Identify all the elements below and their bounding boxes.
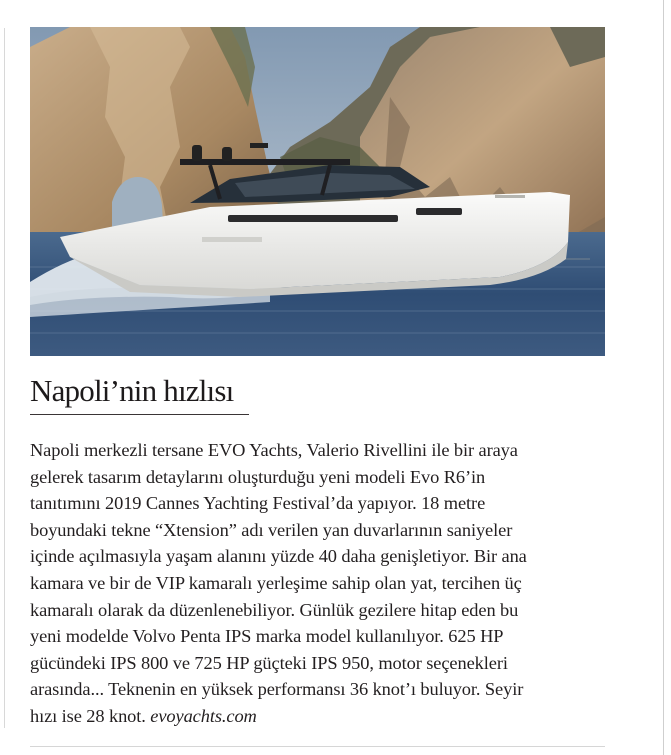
article-headline: Napoli’nin hızlısı: [30, 373, 234, 408]
body-line: arasında... Teknenin en yüksek performansı 36 knot’ı buluyor. Seyir: [30, 679, 524, 700]
source-link[interactable]: evoyachts.com: [150, 705, 257, 726]
body-line: kamaralı olarak da düzenlenebiliyor. Günlük gezilere hitap eden bu: [30, 599, 519, 620]
body-line: boyundaki tekne “Xtension” adı verilen yan duvarlarının saniyeler: [30, 519, 513, 540]
body-last-line: [30, 703, 605, 730]
body-last-text: hızı ise 28 knot.: [30, 705, 151, 726]
body-line: tanıtımını 2019 Cannes Yachting Festival’da yapıyor. 18 metre: [30, 493, 486, 514]
headline-underline: [30, 414, 249, 415]
article-body: [30, 437, 605, 730]
bottom-divider: [30, 746, 605, 747]
body-line: Napoli merkezli tersane EVO Yachts, Valerio Rivellini ile bir araya: [30, 440, 518, 460]
body-line: kamara ve bir de VIP kamaralı yerleşime sahip olan yat, tercihen üç: [30, 572, 522, 593]
body-line: gücündeki IPS 800 ve 725 HP güçteki IPS 950, motor seçenekleri: [30, 652, 508, 673]
page-left-rule: [4, 28, 5, 728]
body-line: yeni modelde Volvo Penta IPS marka model kullanılıyor. 625 HP: [30, 626, 504, 647]
body-line: gelerek tasarım detaylarını oluşturduğu yeni modeli Evo R6’in: [30, 466, 486, 487]
body-line: içinde açılmasıyla yaşam alanını yüzde 40 daha genişletiyor. Bir ana: [30, 546, 527, 567]
page-right-rule: [663, 0, 664, 755]
yacht-photo: [30, 27, 605, 356]
